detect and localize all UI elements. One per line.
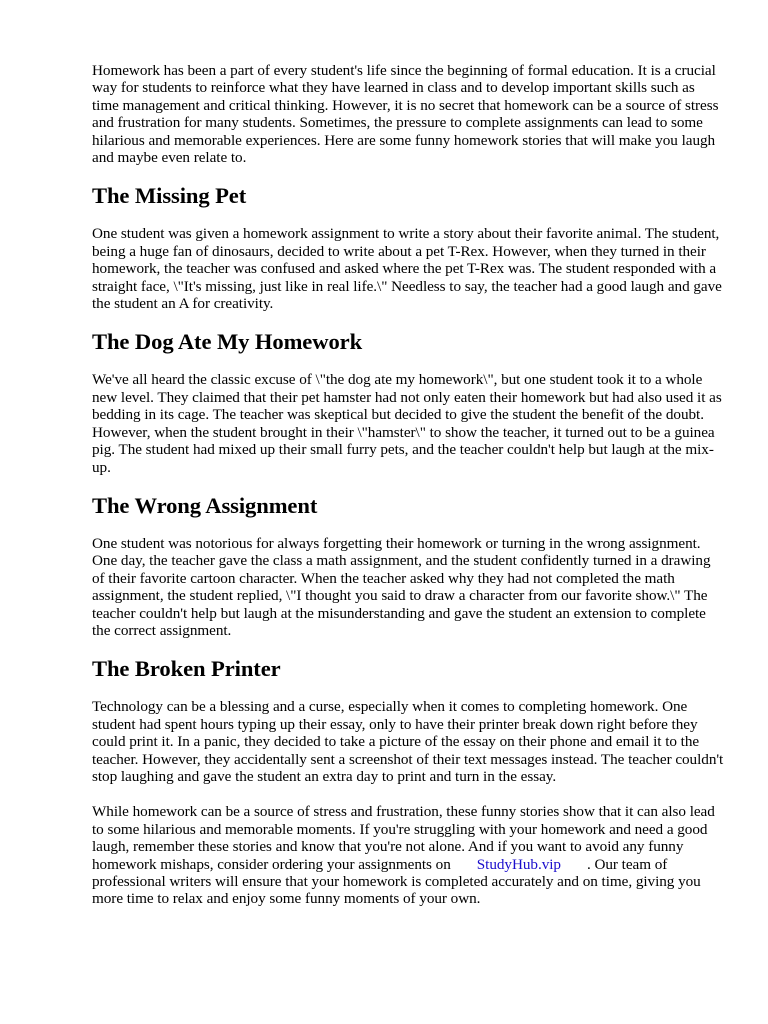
closing-paragraph: [92, 803, 724, 907]
intro-paragraph: Homework has been a part of every student's life since the beginning of formal education. It is a crucial way for students to reinforce what they have learned in class and to develop important skills such as time management and critical thinking. However, it is no secret that homework can be a source of stress and frustration for many students. Sometimes, the pressure to complete assignments can lead to some hilarious and memorable experiences. Here are some funny homework stories that will make you laugh and maybe even relate to.: [92, 62, 719, 167]
closing-text-after-link: . Our team of professional writers will ensure that your homework is completed accurately and on time, giving you more time to relax and enjoy some funny moments of your own.: [92, 855, 701, 908]
section-body-missing-pet: One student was given a homework assignment to write a story about their favorite animal. The student, being a huge fan of dinosaurs, decided to write about a pet T-Rex. However, when they turned in their homework, the teacher was confused and asked where the pet T-Rex was. The student responded with a straight face, \"It's missing, just like in real life.\" Needless to say, the teacher had a good laugh and gave the student an A for creativity.: [92, 225, 722, 313]
article: [92, 62, 724, 908]
closing-text-before-link: While homework can be a source of stress and frustration, these funny stories show that it can also lead to some hilarious and memorable moments. If you're struggling with your homework and need a good laugh, remember these stories and know that you're not alone. And if you want to avoid any funny homework mishaps, consider ordering your assignments on: [92, 803, 715, 873]
section-body-broken-printer: Technology can be a blessing and a curse, especially when it comes to completing homework. One student had spent hours typing up their essay, only to have their printer break down right before they could print it. In a panic, they decided to take a picture of the essay on their phone and email it to the teacher. However, they accidentally sent a screenshot of their text messages instead. The teacher couldn't stop laughing and gave the student an extra day to print and turn in the essay.: [92, 698, 724, 785]
section-body-wrong-assignment: One student was notorious for always forgetting their homework or turning in the wrong assignment. One day, the teacher gave the class a math assignment, and the student confidently turned in a drawing of their favorite cartoon character. When the teacher asked why they had not completed the math assignment, the student replied, \"I thought you said to draw a character from our favorite show.\" The teacher couldn't help but laugh at the misunderstanding and gave the student an extension to complete the correct assignment.: [92, 534, 711, 639]
section-title-missing-pet: The Missing Pet: [92, 183, 247, 209]
section-title-dog-ate-homework: The Dog Ate My Homework: [92, 329, 363, 355]
section-title-wrong-assignment: The Wrong Assignment: [92, 492, 318, 518]
section-body-dog-ate-homework: We've all heard the classic excuse of \"the dog ate my homework\", but one student took it to a whole new level. They claimed that their pet hamster had not only eaten their homework but had also used it as bedding in its cage. The teacher was skeptical but decided to give the student the benefit of the doubt. However, when the student brought in their \"hamster\" to show the teacher, it turned out to be a guinea pig. The student had mixed up their small furry pets, and the teacher couldn't help but laugh at the mix-up.: [92, 371, 722, 476]
section-title-broken-printer: The Broken Printer: [92, 656, 281, 682]
studyhub-link[interactable]: StudyHub.vip: [476, 855, 561, 873]
